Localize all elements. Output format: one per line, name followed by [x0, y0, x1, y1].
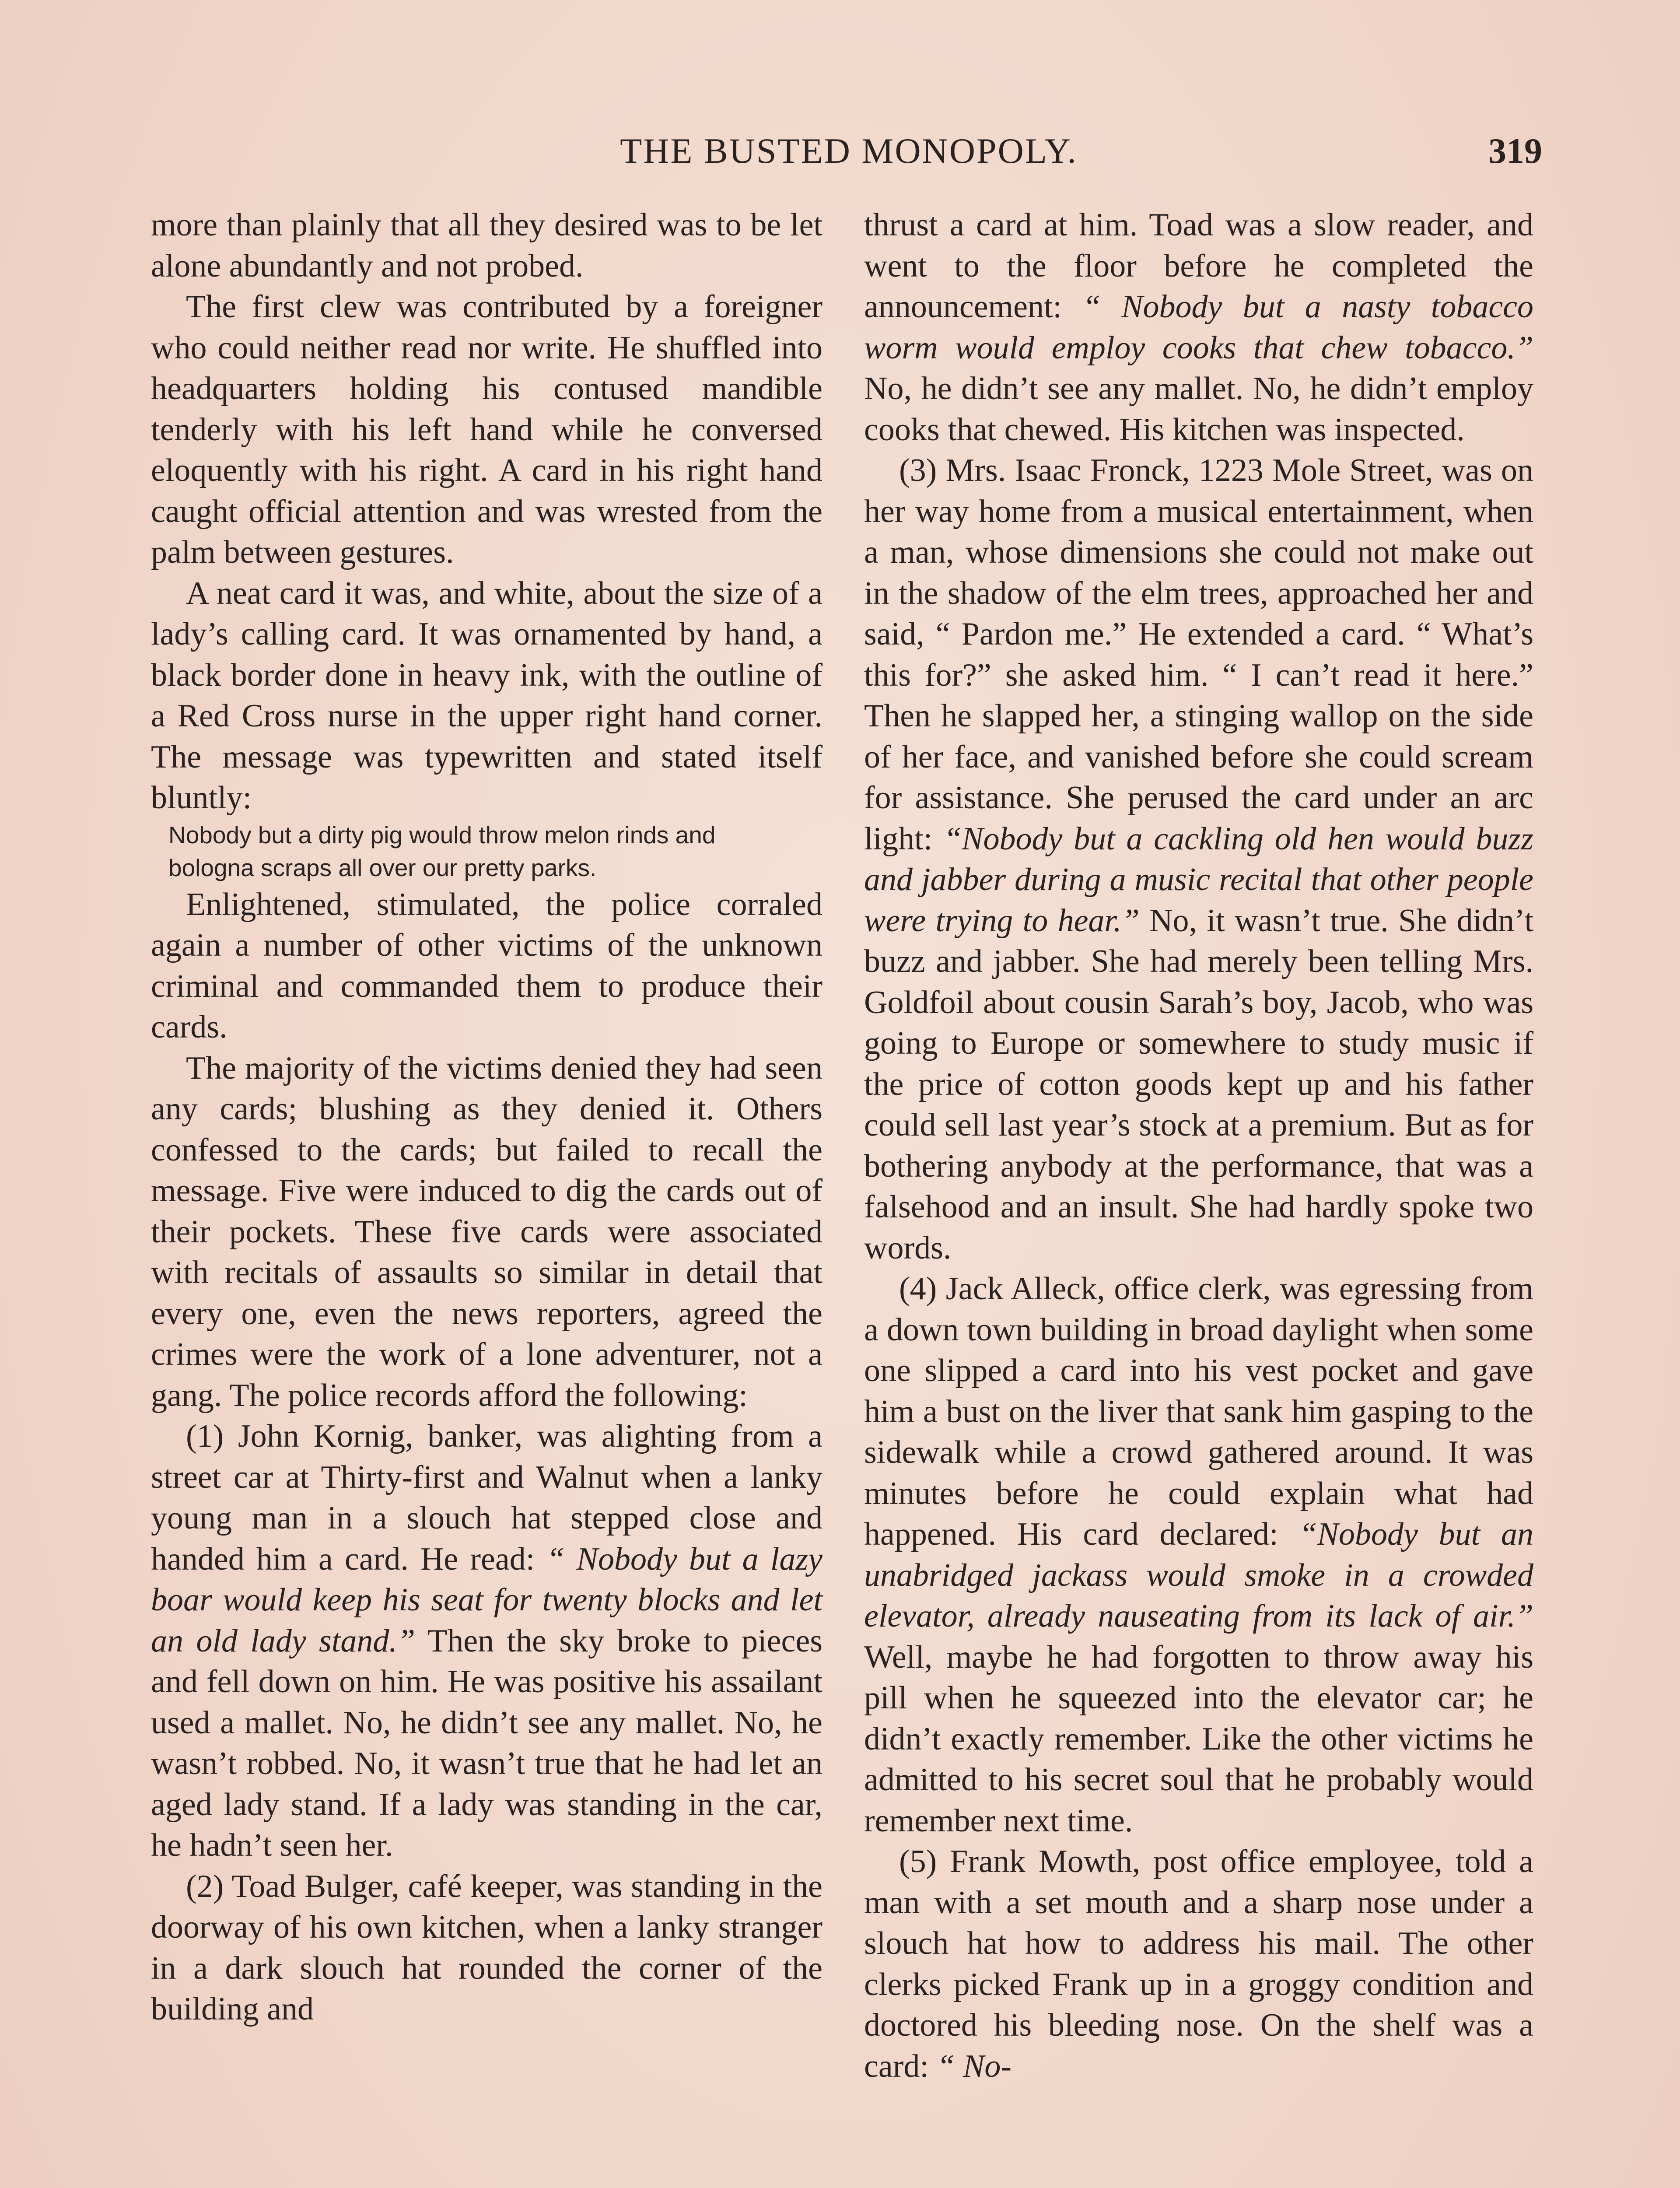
paragraph	[864, 205, 1533, 450]
card-message: “Nobody but an unabridged jackass would smoke in a crowded elevator, already nauseating from its lack of air.”	[864, 1516, 1533, 1634]
paragraph-text: thrust a card at him. Toad was a slow reader, and went to the floor before he completed the announcement:	[864, 207, 1533, 325]
paragraph-text: No, it wasn’t true. She didn’t buzz and jabber. She had merely been telling Mrs. Goldfoil about cousin Sarah’s boy, Jacob, who was going to Europe or somewhere to study music if the price of cotton goods kept up and his father could sell last year’s stock at a premium. But as for bothering anybody at the performance, that was a falsehood and an insult. She had hardly spoke two words.	[864, 902, 1534, 1266]
paragraph-text: (1) John Kornig, banker, was alighting from a street car at Thirty-first and Walnut when a lanky young man in a slouch hat stepped close and handed him a card. He read:	[151, 1418, 822, 1577]
card-message: “ Nobody but a nasty tobacco worm would employ cooks that chew tobacco.”	[864, 289, 1534, 366]
paragraph-text: Then the sky broke to pieces and fell down on him. He was positive his assailant used a mallet. No, he didn’t see any mallet. No, he wasn’t robbed. No, it wasn’t true that he had let an aged lady stand. If a lady was standing in the car, he hadn’t seen her.	[151, 1623, 822, 1863]
paragraph: Enlightened, stimulated, the police corraled again a number of other victims of the unknown criminal and commanded them to produce their cards.	[151, 886, 822, 1045]
paragraph	[864, 1269, 1533, 1841]
left-column	[151, 205, 822, 2030]
paragraph	[864, 450, 1533, 1269]
paragraph-text: (5) Frank Mowth, post office employee, told a man with a set mouth and a sharp nose under a slouch hat how to address his mail. The other clerks picked Frank up in a groggy condition and doctored his bleeding nose. On the shelf was a card:	[864, 1844, 1533, 2084]
paragraph: A neat card it was, and white, about the size of a lady’s calling card. It was ornamented by hand, a black border done in heavy ink, with the outline of a Red Cross nurse in the upper right hand corner. The message was typewritten and stated itself bluntly:	[151, 575, 822, 816]
paragraph-text: Well, maybe he had forgotten to throw away his pill when he squeezed into the elevator car; he didn’t exactly remember. Like the other victims he admitted to his secret soul that he probably would remember next time.	[864, 1639, 1533, 1839]
paragraph	[151, 1416, 822, 1866]
paragraph-text: (4) Jack Alleck, office clerk, was egressing from a down town building in broad daylight when some one slipped a card into his vest pocket and gave him a bust on the liver that sank him gasping to the sidewalk while a crowd gathered around. It was minutes before he could explain what had happened. His card declared:	[864, 1271, 1533, 1552]
paragraph-text: No, he didn’t see any mallet. No, he didn’t employ cooks that chewed. His kitchen was inspected.	[864, 371, 1533, 448]
paragraph: more than plainly that all they desired was to be let alone abundantly and not probed.	[151, 207, 822, 284]
paragraph: The majority of the victims denied they had seen any cards; blushing as they denied it. Others confessed to the cards; but failed to recall the message. Five were induced to dig the cards out of their pockets. These five cards were associated with recitals of assaults so similar in detail that every one, even the news reporters, agreed the crimes were the work of a lone adventurer, not a gang. The police records afford the following:	[151, 1050, 822, 1413]
paragraph: The first clew was contributed by a foreigner who could neither read nor write. He shuffled into headquarters holding his contused mandible tenderly with his left hand while he conversed eloquently with his right. A card in his right hand caught official attention and was wrested from the palm between gestures.	[151, 289, 822, 570]
card-message: “ Nobody but a lazy boar would keep his seat for twenty blocks and let an old lady stand.”	[151, 1541, 822, 1659]
paragraph	[864, 1841, 1533, 2087]
paragraph: (2) Toad Bulger, café keeper, was standing in the doorway of his own kitchen, when a lanky stranger in a dark slouch hat rounded the corner of the building and	[151, 1868, 822, 2027]
running-title: THE BUSTED MONOPOLY.	[620, 131, 1078, 171]
right-column	[864, 205, 1533, 2087]
card-message: “Nobody but a cackling old hen would buzz and jabber during a music recital that other people were trying to hear.”	[864, 820, 1533, 939]
page-header	[155, 127, 1542, 175]
page-number: 319	[1488, 131, 1542, 171]
paragraph-text: (3) Mrs. Isaac Fronck, 1223 Mole Street, was on her way home from a musical entertainment, when a man, whose dimensions she could not make out in the shadow of the elm trees, approached her and said, “ Pardon me.” He extended a card. “ What’s this for?” she asked him. “ I can’t read it here.” Then he slapped her, a stinging wallop on the side of her face, and vanished before she could scream for assistance. She perused the card under an arc light:	[864, 452, 1533, 857]
card-message: “ No-	[937, 2048, 1012, 2084]
card-quote: Nobody but a dirty pig would throw melon rinds and bologna scraps all over our pretty parks.	[168, 821, 716, 881]
